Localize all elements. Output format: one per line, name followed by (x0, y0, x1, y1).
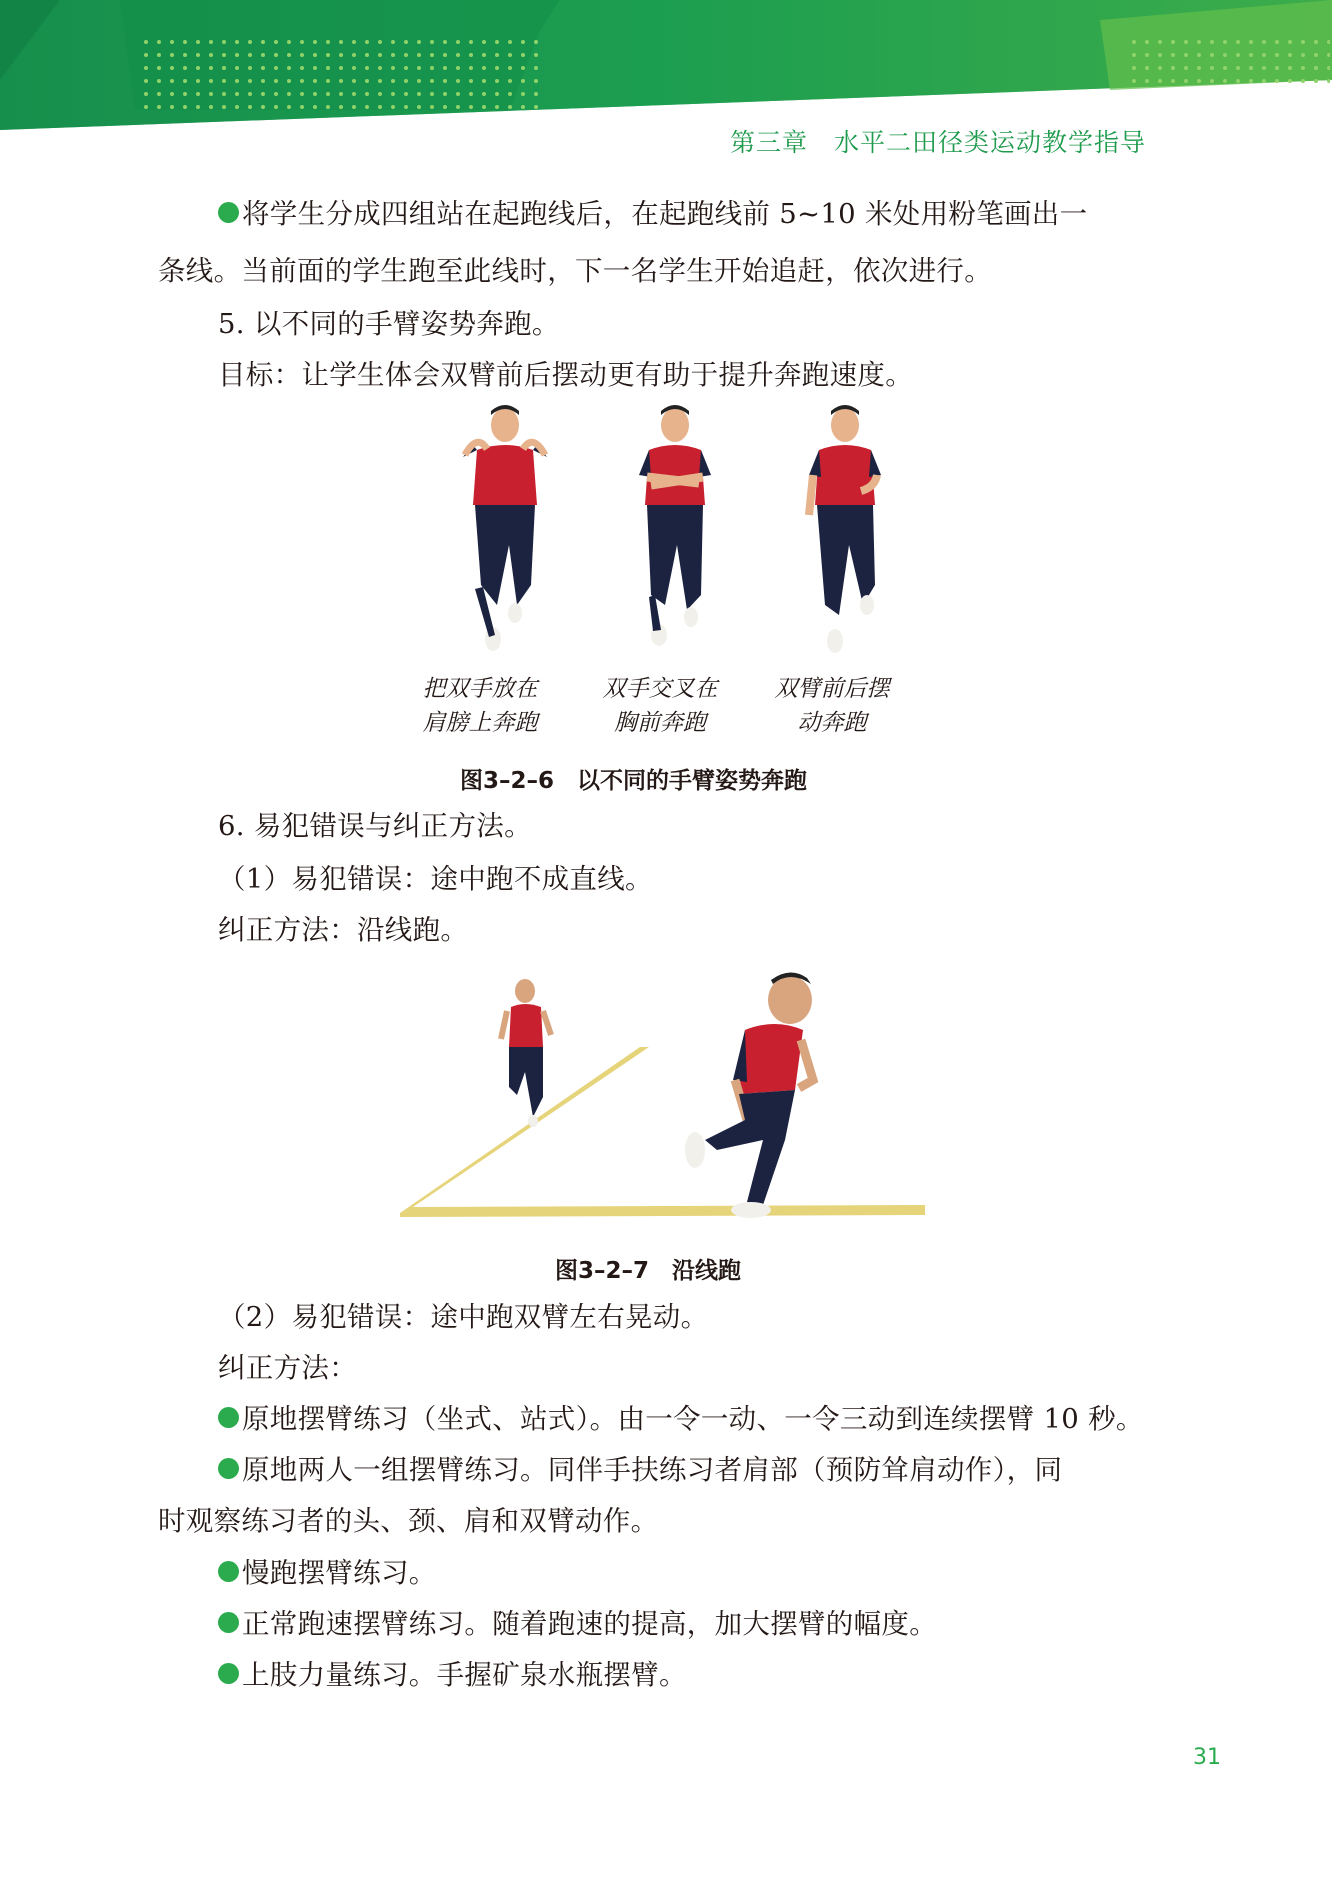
caption-arms-crossed: 双手交叉在 胸前奔跑 (602, 676, 718, 736)
section-heading: 6. 易犯错误与纠正方法。 (218, 810, 532, 842)
bullet-item: 正常跑速摆臂练习。随着跑速的提高，加大摆臂的幅度。 (218, 1606, 937, 1642)
bullet-icon (218, 202, 239, 223)
runner-near (685, 972, 813, 1218)
bullet-icon (218, 1407, 239, 1428)
fix-text: 纠正方法：沿线跑。 (218, 914, 469, 946)
figure-title-3-2-7: 图3–2–7 沿线跑 (555, 1258, 742, 1284)
chapter-label: 第三章 (730, 128, 809, 157)
paragraph-line: 条线。当前面的学生跑至此线时，下一名学生开始追赶，依次进行。 (158, 255, 992, 287)
runner-arms-crossed (639, 405, 711, 646)
paragraph-line: 时观察练习者的头、颈、肩和双臂动作。 (158, 1505, 659, 1537)
bullet-icon (218, 1663, 239, 1684)
figure-run-along-line (395, 965, 935, 1230)
bullet-item: 原地摆臂练习（坐式、站式）。由一令一动、一令三动到连续摆臂 10 秒。 (218, 1401, 1144, 1437)
goal-text: 目标：让学生体会双臂前后摆动更有助于提升奔跑速度。 (218, 359, 913, 391)
runner-swinging-arms (809, 405, 881, 653)
error-item: （1）易犯错误：途中跑不成直线。 (218, 863, 653, 895)
bullet-icon (218, 1458, 239, 1479)
runner-far (501, 979, 551, 1127)
caption-swinging-arms: 双臂前后摆 动奔跑 (774, 676, 890, 736)
caption-hands-on-shoulders: 把双手放在 肩膀上奔跑 (422, 676, 538, 736)
figure-arm-postures (420, 405, 900, 665)
error-item: （2）易犯错误：途中跑双臂左右晃动。 (218, 1301, 709, 1333)
figure-title-3-2-6: 图3–2–6 以不同的手臂姿势奔跑 (460, 768, 808, 794)
fix-text: 纠正方法： (218, 1352, 357, 1384)
bullet-icon (218, 1612, 239, 1633)
bullet-item: 上肢力量练习。手握矿泉水瓶摆臂。 (218, 1657, 687, 1693)
bullet-icon (218, 1561, 239, 1582)
page-number: 31 (1193, 1745, 1221, 1770)
bullet-item: 慢跑摆臂练习。 (218, 1555, 437, 1591)
chapter-header (730, 123, 1146, 159)
paragraph-line: 将学生分成四组站在起跑线后，在起跑线前 5~10 米处用粉笔画出一 (218, 196, 1087, 232)
chapter-title: 水平二田径类运动教学指导 (834, 128, 1147, 157)
header-banner (0, 0, 1332, 135)
bullet-item: 原地两人一组摆臂练习。同伴手扶练习者肩部（预防耸肩动作），同 (218, 1452, 1062, 1488)
section-heading: 5. 以不同的手臂姿势奔跑。 (218, 308, 560, 340)
runner-hands-on-shoulders (463, 405, 547, 651)
